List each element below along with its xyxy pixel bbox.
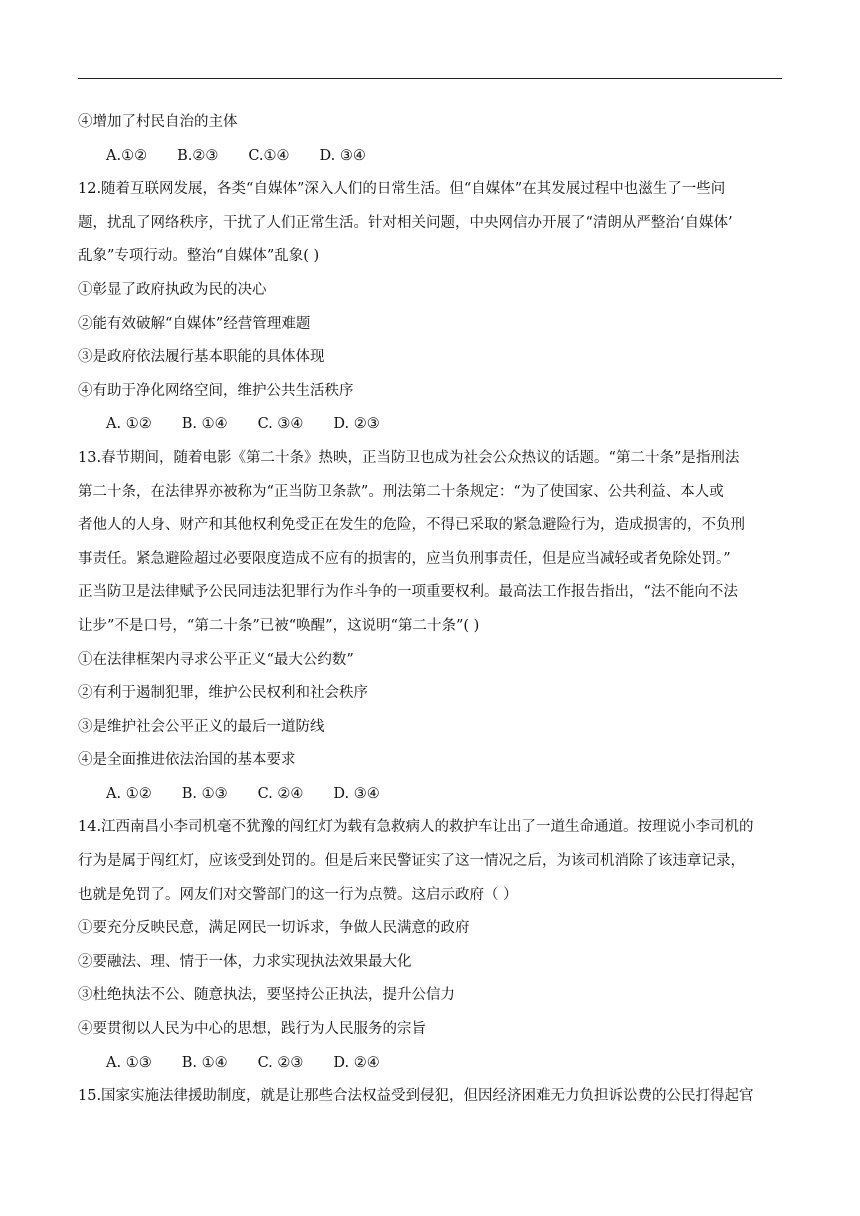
question-stem-line: 13.春节期间，随着电影《第二十条》热映，正当防卫也成为社会公众热议的话题。“第二十条”是指刑法 [78,449,740,466]
option-c: C. ②③ [257,1054,304,1071]
question-12 [78,173,784,442]
question-item: ①彰显了政府执政为民的决心 [78,281,267,298]
continuation-item-4: ④增加了村民自治的主体 [78,114,238,130]
question-13 [78,442,784,812]
option-c: C. ③④ [257,416,304,433]
question-item: ④是全面推进依法治国的基本要求 [78,752,296,769]
option-b: B. ①③ [181,785,228,802]
option-d: D. ③④ [319,147,366,164]
question-item: ②有利于遏制犯罪，维护公民权利和社会秩序 [78,685,368,702]
question-stem-line: 第二十条，在法律界亦被称为“正当防卫条款”。刑法第二十条规定：“为了使国家、公共利益、本人或 [78,483,724,500]
exam-page-body [78,106,784,1114]
option-b: B. ①④ [181,1054,228,1071]
question-stem-line: 正当防卫是法律赋予公民同违法犯罪行为作斗争的一项重要权利。最高法工作报告指出，“法不能向不法 [78,584,738,601]
option-d: D. ②④ [333,1054,380,1071]
question-15 [78,1080,784,1114]
question-item: ③是维护社会公平正义的最后一道防线 [78,718,325,735]
option-d: D. ③④ [333,785,380,802]
option-c: C. ②④ [257,785,304,802]
answer-options [78,1047,784,1081]
question-item: ①在法律框架内寻求公平正义“最大公约数” [78,651,354,668]
question-stem-line: 15.国家实施法律援助制度，就是让那些合法权益受到侵犯，但因经济困难无力负担诉讼费的公民打得起官 [78,1088,754,1105]
answer-options [78,778,784,812]
option-a: A.①② [106,147,148,164]
option-b: B. ①④ [181,416,228,433]
question-stem-line: 也就是免罚了。网友们对交警部门的这一行为点赞。这启示政府（ ） [78,886,518,903]
question-item: ③是政府依法履行基本职能的具体体现 [78,349,325,366]
question-stem-line: 者他人的人身、财产和其他权利免受正在发生的危险，不得已采取的紧急避险行为，造成损害的，不负刑 [78,517,745,534]
question-item: ②要融法、理、情于一体，力求实现执法效果最大化 [78,953,412,970]
question-stem-line: 题，扰乱了网络秩序，干扰了人们正常生活。针对相关问题，中央网信办开展了“清朗从严整治‘自媒体’ [78,214,733,231]
question-stem-line: 行为是属于闯红灯，应该受到处罚的。但是后来民警证实了这一情况之后，为该司机消除了该违章记录， [78,853,745,870]
question-item: ③杜绝执法不公、随意执法，要坚持公正执法，提升公信力 [78,987,455,1004]
continuation-options [78,140,784,174]
question-stem-line: 14.江西南昌小李司机毫不犹豫的闯红灯为载有急救病人的救护车让出了一道生命通道。按理说小李司机的 [78,819,754,836]
answer-options [78,408,784,442]
question-item: ①要充分反映民意，满足网民一切诉求，争做人民满意的政府 [78,920,470,937]
header-rule [78,78,782,79]
option-a: A. ①③ [106,1054,152,1071]
option-d: D. ②③ [333,416,380,433]
question-stem-line: 乱象”专项行动。整治“自媒体”乱象( ) [78,248,320,265]
question-stem-line: 让步”不是口号，“第二十条”已被“唤醒”，这说明“第二十条”( ) [78,617,480,634]
question-14 [78,811,784,1080]
option-b: B.②③ [177,147,219,164]
question-stem-line: 事责任。紧急避险超过必要限度造成不应有的损害的，应当负刑事责任，但是应当减轻或者免除处罚。” [78,550,731,567]
question-stem-line: 12.随着互联网发展，各类“自媒体”深入人们的日常生活。但“自媒体”在其发展过程中也滋生了一些问 [78,181,726,198]
option-a: A. ①② [106,416,152,433]
question-item: ④有助于净化网络空间，维护公共生活秩序 [78,382,354,399]
question-item: ④要贯彻以人民为中心的思想，践行为人民服务的宗旨 [78,1021,426,1038]
option-a: A. ①② [106,785,152,802]
option-c: C.①④ [248,147,290,164]
question-item: ②能有效破解“自媒体”经营管理难题 [78,315,311,332]
